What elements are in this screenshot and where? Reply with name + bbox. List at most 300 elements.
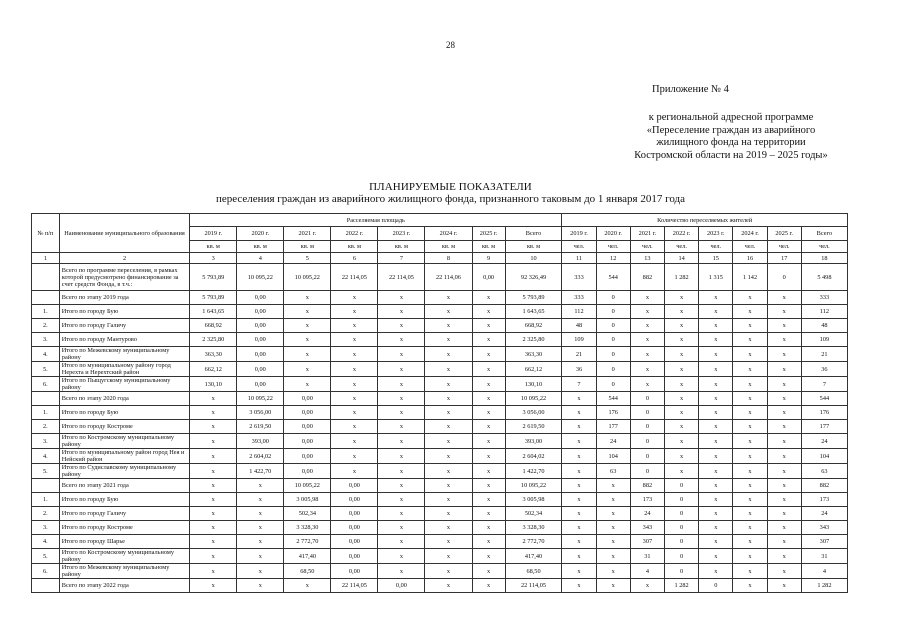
row-value: 0 bbox=[630, 464, 664, 479]
row-value: 24 bbox=[630, 507, 664, 521]
table-row bbox=[32, 449, 848, 464]
row-value: 5 793,89 bbox=[190, 291, 237, 305]
row-value: x bbox=[596, 579, 630, 593]
row-value: x bbox=[699, 347, 733, 362]
row-value: x bbox=[378, 449, 425, 464]
table-row bbox=[32, 291, 848, 305]
table-row bbox=[32, 479, 848, 493]
row-value: 0,00 bbox=[284, 392, 331, 406]
row-value: x bbox=[378, 333, 425, 347]
row-value: 177 bbox=[596, 420, 630, 434]
row-name: Итого по Пыщугскому муниципальному району bbox=[59, 377, 189, 392]
row-value: 2 325,80 bbox=[505, 333, 562, 347]
row-value: 0,00 bbox=[331, 535, 378, 549]
row-value: 7 bbox=[562, 377, 596, 392]
row-value: x bbox=[596, 535, 630, 549]
row-value: x bbox=[733, 305, 767, 319]
row-value: 104 bbox=[801, 449, 847, 464]
row-value: x bbox=[378, 377, 425, 392]
row-value: 22 114,05 bbox=[331, 579, 378, 593]
column-index: 3 bbox=[190, 253, 237, 264]
row-value: x bbox=[767, 406, 801, 420]
row-value: x bbox=[733, 493, 767, 507]
row-name: Итого по городу Шарье bbox=[59, 535, 189, 549]
area-year-header: 2023 г. bbox=[378, 227, 425, 241]
row-value: x bbox=[378, 406, 425, 420]
column-index: 4 bbox=[237, 253, 284, 264]
table-row bbox=[32, 305, 848, 319]
row-name: Итого по городу Костроме bbox=[59, 521, 189, 535]
row-value: x bbox=[284, 305, 331, 319]
row-value: 173 bbox=[630, 493, 664, 507]
row-value: x bbox=[190, 479, 237, 493]
row-value: 24 bbox=[801, 434, 847, 449]
row-value: 0 bbox=[767, 264, 801, 291]
document-title: ПЛАНИРУЕМЫЕ ПОКАЗАТЕЛИ bbox=[369, 181, 532, 193]
row-value: 0,00 bbox=[237, 347, 284, 362]
row-value: x bbox=[630, 579, 664, 593]
row-value: x bbox=[630, 362, 664, 377]
row-value: 3 328,30 bbox=[505, 521, 562, 535]
row-value: x bbox=[425, 479, 472, 493]
column-index: 15 bbox=[699, 253, 733, 264]
row-value: 882 bbox=[630, 264, 664, 291]
row-name: Итого по Костромскому муниципальному району bbox=[59, 434, 189, 449]
row-value: 0,00 bbox=[378, 579, 425, 593]
row-value: x bbox=[596, 479, 630, 493]
people-unit-header: чел. bbox=[699, 241, 733, 253]
area-year-header: Всего bbox=[505, 227, 562, 241]
row-value: 0,00 bbox=[331, 507, 378, 521]
row-value: x bbox=[472, 434, 505, 449]
row-name: Итого по городу Галичу bbox=[59, 507, 189, 521]
row-value: x bbox=[767, 362, 801, 377]
column-index: 13 bbox=[630, 253, 664, 264]
row-value: 173 bbox=[801, 493, 847, 507]
row-value: x bbox=[562, 406, 596, 420]
row-value: 21 bbox=[801, 347, 847, 362]
row-value: 0,00 bbox=[237, 362, 284, 377]
row-value: x bbox=[562, 479, 596, 493]
row-value: x bbox=[378, 319, 425, 333]
row-value: x bbox=[733, 535, 767, 549]
row-value: x bbox=[596, 507, 630, 521]
row-name: Итого по Межевскому муниципальному району bbox=[59, 564, 189, 579]
row-value: x bbox=[699, 305, 733, 319]
row-value: 109 bbox=[801, 333, 847, 347]
row-value: x bbox=[425, 507, 472, 521]
row-value: 112 bbox=[562, 305, 596, 319]
row-value: x bbox=[331, 392, 378, 406]
row-value: 0,00 bbox=[237, 319, 284, 333]
row-value: 0,00 bbox=[284, 464, 331, 479]
row-value: x bbox=[190, 535, 237, 549]
row-value: x bbox=[331, 319, 378, 333]
row-value: x bbox=[733, 507, 767, 521]
row-value: 1 315 bbox=[699, 264, 733, 291]
people-year-header: 2019 г. bbox=[562, 227, 596, 241]
row-value: 4 bbox=[801, 564, 847, 579]
row-value: 502,34 bbox=[284, 507, 331, 521]
people-unit-header: чел. bbox=[767, 241, 801, 253]
row-value: 544 bbox=[801, 392, 847, 406]
row-value: 22 114,05 bbox=[505, 579, 562, 593]
row-value: x bbox=[284, 319, 331, 333]
row-number bbox=[32, 291, 60, 305]
group-header-area: Расселяемая площадь bbox=[190, 214, 562, 227]
people-unit-header: чел. bbox=[665, 241, 699, 253]
column-header-number: № п/п bbox=[32, 214, 60, 253]
row-value: x bbox=[190, 549, 237, 564]
row-value: x bbox=[562, 493, 596, 507]
column-index: 5 bbox=[284, 253, 331, 264]
row-value: 0 bbox=[665, 493, 699, 507]
row-value: 5 793,89 bbox=[190, 264, 237, 291]
row-value: x bbox=[562, 449, 596, 464]
row-value: 31 bbox=[630, 549, 664, 564]
row-value: x bbox=[472, 291, 505, 305]
row-value: x bbox=[472, 319, 505, 333]
row-name: Всего по этапу 2021 года bbox=[59, 479, 189, 493]
row-value: x bbox=[767, 449, 801, 464]
row-value: x bbox=[665, 406, 699, 420]
row-value: 130,10 bbox=[190, 377, 237, 392]
row-value: x bbox=[190, 420, 237, 434]
row-value: x bbox=[425, 362, 472, 377]
row-number: 2. bbox=[32, 420, 60, 434]
row-value: x bbox=[472, 449, 505, 464]
row-value: x bbox=[699, 507, 733, 521]
row-value: x bbox=[190, 406, 237, 420]
table-row bbox=[32, 377, 848, 392]
row-value: x bbox=[665, 319, 699, 333]
row-value: x bbox=[767, 479, 801, 493]
row-value: x bbox=[237, 521, 284, 535]
column-index: 9 bbox=[472, 253, 505, 264]
row-number: 2. bbox=[32, 319, 60, 333]
row-value: 92 326,49 bbox=[505, 264, 562, 291]
row-value: 393,00 bbox=[505, 434, 562, 449]
people-unit-header: чел. bbox=[801, 241, 847, 253]
row-value: 36 bbox=[801, 362, 847, 377]
row-name: Итого по городу Костроме bbox=[59, 420, 189, 434]
row-value: 1 282 bbox=[665, 579, 699, 593]
row-value: x bbox=[699, 406, 733, 420]
row-value: 0 bbox=[596, 377, 630, 392]
row-value: x bbox=[562, 434, 596, 449]
program-line: жилищного фонда на территории bbox=[656, 137, 806, 148]
row-value: x bbox=[378, 479, 425, 493]
row-value: 0 bbox=[596, 319, 630, 333]
row-value: x bbox=[237, 493, 284, 507]
row-value: 0,00 bbox=[237, 333, 284, 347]
row-number: 1. bbox=[32, 493, 60, 507]
row-value: 0,00 bbox=[284, 420, 331, 434]
row-value: 0 bbox=[665, 535, 699, 549]
row-value: x bbox=[190, 464, 237, 479]
row-value: x bbox=[237, 579, 284, 593]
program-line: «Переселение граждан из аварийного bbox=[646, 124, 816, 136]
row-value: x bbox=[472, 564, 505, 579]
row-value: 1 282 bbox=[665, 264, 699, 291]
row-value: x bbox=[767, 333, 801, 347]
row-value: x bbox=[630, 319, 664, 333]
row-value: 2 604,02 bbox=[505, 449, 562, 464]
column-index: 17 bbox=[767, 253, 801, 264]
row-name: Всего по этапу 2022 года bbox=[59, 579, 189, 593]
row-value: 22 114,05 bbox=[331, 264, 378, 291]
column-index: 1 bbox=[32, 253, 60, 264]
row-value: 0,00 bbox=[284, 434, 331, 449]
table-row bbox=[32, 564, 848, 579]
people-unit-header: чел. bbox=[562, 241, 596, 253]
row-value: 343 bbox=[801, 521, 847, 535]
row-value: x bbox=[378, 362, 425, 377]
row-value: 3 005,98 bbox=[284, 493, 331, 507]
row-value: 0 bbox=[665, 507, 699, 521]
row-value: x bbox=[699, 535, 733, 549]
column-index: 16 bbox=[733, 253, 767, 264]
row-number: 3. bbox=[32, 333, 60, 347]
row-value: x bbox=[733, 291, 767, 305]
row-value: x bbox=[378, 392, 425, 406]
row-value: 333 bbox=[562, 264, 596, 291]
row-value: x bbox=[699, 362, 733, 377]
row-number bbox=[32, 579, 60, 593]
row-value: x bbox=[331, 377, 378, 392]
row-value: 1 282 bbox=[801, 579, 847, 593]
row-value: 2 619,50 bbox=[237, 420, 284, 434]
row-value: 10 095,22 bbox=[505, 392, 562, 406]
row-value: x bbox=[425, 521, 472, 535]
row-value: x bbox=[733, 333, 767, 347]
row-value: 393,00 bbox=[237, 434, 284, 449]
column-index: 12 bbox=[596, 253, 630, 264]
row-value: x bbox=[331, 347, 378, 362]
row-value: x bbox=[425, 291, 472, 305]
area-year-header: 2022 г. bbox=[331, 227, 378, 241]
row-value: x bbox=[562, 464, 596, 479]
row-value: x bbox=[284, 333, 331, 347]
column-index: 18 bbox=[801, 253, 847, 264]
row-value: x bbox=[767, 420, 801, 434]
row-value: 10 095,22 bbox=[237, 264, 284, 291]
table-row bbox=[32, 392, 848, 406]
row-value: 0,00 bbox=[284, 449, 331, 464]
row-value: x bbox=[562, 507, 596, 521]
row-value: 0,00 bbox=[237, 291, 284, 305]
area-unit-header: кв. м bbox=[237, 241, 284, 253]
people-year-header: 2020 г. bbox=[596, 227, 630, 241]
indicators-table bbox=[31, 213, 848, 593]
row-value: x bbox=[767, 535, 801, 549]
row-value: x bbox=[425, 464, 472, 479]
row-value: x bbox=[699, 319, 733, 333]
row-value: x bbox=[472, 362, 505, 377]
row-value: 0 bbox=[699, 579, 733, 593]
row-value: 3 056,00 bbox=[237, 406, 284, 420]
row-value: x bbox=[190, 449, 237, 464]
row-value: x bbox=[378, 420, 425, 434]
row-value: 502,34 bbox=[505, 507, 562, 521]
group-header-people: Количество переселяемых жителей bbox=[562, 214, 848, 227]
row-value: x bbox=[733, 579, 767, 593]
row-value: x bbox=[767, 305, 801, 319]
program-line: Костромской области на 2019 – 2025 годы» bbox=[634, 149, 828, 161]
row-value: x bbox=[425, 579, 472, 593]
area-unit-header: кв. м bbox=[284, 241, 331, 253]
column-header-name: Наименование муниципального образования bbox=[59, 214, 189, 253]
row-value: 0 bbox=[630, 406, 664, 420]
row-name: Итого по городу Галичу bbox=[59, 319, 189, 333]
column-index: 7 bbox=[378, 253, 425, 264]
people-year-header: 2022 г. bbox=[665, 227, 699, 241]
table-row bbox=[32, 333, 848, 347]
row-value: 68,50 bbox=[505, 564, 562, 579]
row-value: x bbox=[378, 291, 425, 305]
row-value: 544 bbox=[596, 264, 630, 291]
row-value: 0,00 bbox=[237, 377, 284, 392]
people-unit-header: чел. bbox=[596, 241, 630, 253]
row-value: x bbox=[767, 579, 801, 593]
row-value: 544 bbox=[596, 392, 630, 406]
row-number bbox=[32, 479, 60, 493]
column-index: 11 bbox=[562, 253, 596, 264]
row-value: x bbox=[472, 464, 505, 479]
row-value: x bbox=[699, 420, 733, 434]
row-value: x bbox=[630, 377, 664, 392]
row-value: x bbox=[767, 377, 801, 392]
row-value: x bbox=[596, 549, 630, 564]
row-value: 22 114,05 bbox=[378, 264, 425, 291]
row-value: 0 bbox=[630, 420, 664, 434]
row-value: x bbox=[767, 493, 801, 507]
row-value: x bbox=[699, 434, 733, 449]
row-value: 5 793,89 bbox=[505, 291, 562, 305]
row-value: x bbox=[331, 291, 378, 305]
row-value: x bbox=[190, 579, 237, 593]
table-row bbox=[32, 264, 848, 291]
row-value: x bbox=[331, 305, 378, 319]
row-value: 2 772,70 bbox=[505, 535, 562, 549]
row-value: x bbox=[562, 521, 596, 535]
row-value: x bbox=[331, 434, 378, 449]
row-value: 0,00 bbox=[331, 521, 378, 535]
people-year-header: 2025 г. bbox=[767, 227, 801, 241]
row-value: 63 bbox=[801, 464, 847, 479]
table-row bbox=[32, 579, 848, 593]
row-name: Итого по муниципальному району город Нерехта и Нерехтский район bbox=[59, 362, 189, 377]
row-value: x bbox=[562, 564, 596, 579]
row-value: 363,30 bbox=[190, 347, 237, 362]
row-value: x bbox=[331, 406, 378, 420]
row-value: x bbox=[733, 319, 767, 333]
row-value: 177 bbox=[801, 420, 847, 434]
row-value: x bbox=[425, 549, 472, 564]
row-value: x bbox=[284, 347, 331, 362]
row-value: x bbox=[378, 535, 425, 549]
row-name: Итого по городу Бую bbox=[59, 305, 189, 319]
row-value: x bbox=[562, 579, 596, 593]
row-value: 10 095,22 bbox=[284, 264, 331, 291]
document-subtitle: переселения граждан из аварийного жилищного фонда, признанного таковым до 1 января 2017 года bbox=[215, 193, 686, 205]
row-value: 1 643,65 bbox=[505, 305, 562, 319]
table-row bbox=[32, 493, 848, 507]
row-value: x bbox=[378, 434, 425, 449]
column-index: 6 bbox=[331, 253, 378, 264]
row-value: x bbox=[630, 347, 664, 362]
row-value: x bbox=[190, 564, 237, 579]
row-value: x bbox=[767, 507, 801, 521]
row-value: 333 bbox=[801, 291, 847, 305]
row-value: 333 bbox=[562, 291, 596, 305]
row-value: 48 bbox=[801, 319, 847, 333]
row-value: x bbox=[699, 479, 733, 493]
column-index: 2 bbox=[59, 253, 189, 264]
row-value: 0,00 bbox=[284, 406, 331, 420]
row-name: Всего по программе переселения, в рамках которой предусмотрено финансирование за счет средств Фонда, в т.ч.: bbox=[59, 264, 189, 291]
row-value: 24 bbox=[801, 507, 847, 521]
row-value: x bbox=[425, 420, 472, 434]
area-unit-header: кв. м bbox=[190, 241, 237, 253]
row-value: x bbox=[733, 392, 767, 406]
row-value: 68,50 bbox=[284, 564, 331, 579]
area-unit-header: кв. м bbox=[505, 241, 562, 253]
table-row bbox=[32, 507, 848, 521]
row-value: x bbox=[767, 392, 801, 406]
row-value: x bbox=[733, 420, 767, 434]
row-value: 0,00 bbox=[331, 493, 378, 507]
row-value: x bbox=[190, 434, 237, 449]
row-value: 10 095,22 bbox=[237, 392, 284, 406]
row-value: x bbox=[472, 521, 505, 535]
row-value: x bbox=[472, 579, 505, 593]
row-value: 0 bbox=[630, 449, 664, 464]
row-value: 668,92 bbox=[190, 319, 237, 333]
row-value: 2 772,70 bbox=[284, 535, 331, 549]
row-number: 1. bbox=[32, 305, 60, 319]
row-value: 0 bbox=[596, 333, 630, 347]
row-value: x bbox=[237, 507, 284, 521]
people-unit-header: чел. bbox=[733, 241, 767, 253]
row-value: 2 619,50 bbox=[505, 420, 562, 434]
row-value: x bbox=[665, 392, 699, 406]
row-value: x bbox=[699, 549, 733, 564]
row-value: x bbox=[378, 521, 425, 535]
row-name: Итого по муниципальному район город Нея и Нейский район bbox=[59, 449, 189, 464]
row-value: x bbox=[733, 479, 767, 493]
row-value: 0,00 bbox=[237, 305, 284, 319]
row-value: 31 bbox=[801, 549, 847, 564]
row-value: 417,40 bbox=[284, 549, 331, 564]
table-row bbox=[32, 464, 848, 479]
row-value: 662,12 bbox=[505, 362, 562, 377]
row-value: x bbox=[699, 291, 733, 305]
row-value: 24 bbox=[596, 434, 630, 449]
row-value: x bbox=[378, 549, 425, 564]
row-value: x bbox=[767, 347, 801, 362]
row-value: x bbox=[733, 549, 767, 564]
row-number: 4. bbox=[32, 347, 60, 362]
row-value: x bbox=[630, 305, 664, 319]
row-value: x bbox=[733, 464, 767, 479]
row-value: 1 422,70 bbox=[237, 464, 284, 479]
row-value: x bbox=[767, 434, 801, 449]
row-number: 3. bbox=[32, 521, 60, 535]
row-value: x bbox=[472, 347, 505, 362]
row-value: x bbox=[665, 449, 699, 464]
row-value: x bbox=[331, 449, 378, 464]
